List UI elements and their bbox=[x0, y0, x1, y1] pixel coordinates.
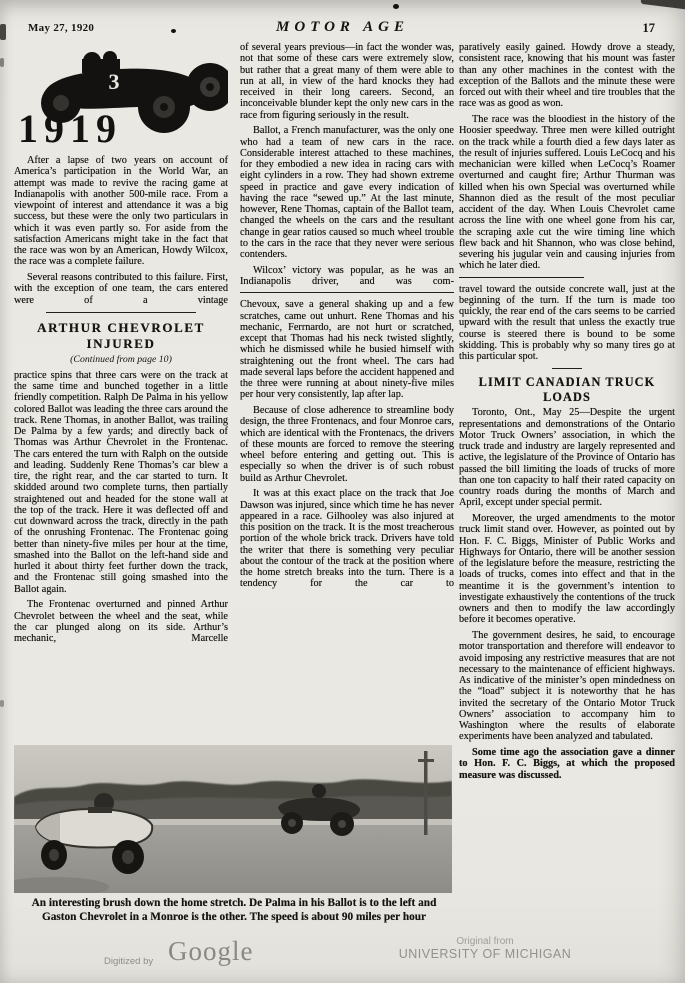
column-1 bbox=[14, 45, 228, 649]
column-3 bbox=[459, 42, 675, 785]
article-paragraph: Wilcox’ victory was popular, as he was an Indianapolis driver, and was com- bbox=[240, 264, 454, 287]
article-paragraph: After a lapse of two years on account of America’s participation in the World War, an attempt was made to revive the racing game at Indianapolis with another 500-mile race. From a viewpoint of interest and attendance it was a big success, but these were the only two particulars in which it was even partly so. For aside from the satisfaction Americans might take in the fact that the race was won by an American, Howdy Wilcox, the race was a complete failure. bbox=[14, 155, 228, 268]
scan-smudge bbox=[641, 0, 685, 10]
section-divider bbox=[46, 312, 196, 313]
magazine-title: MOTOR AGE bbox=[276, 19, 409, 35]
article-paragraph: Toronto, Ont., May 25—Despite the urgent representations and demonstrations of the Ontario Motor Truck Owners’ association, in which the truck trade and industry are largely represented and active, the legislature of the Province of Ontario has passed the bill limiting the loads of trucks of more than one ton capacity to half their rated capacity on country roads during the months of March and April, except under special permit. bbox=[459, 407, 675, 509]
scan-smudge bbox=[0, 700, 4, 707]
article-headline-arthur-chevrolet: ARTHUR CHEVROLET INJURED bbox=[37, 319, 205, 351]
article-paragraph: of several years previous—in fact the wonder was, not that some of these cars were extremely slow, but rather that a great many of them were able to run at all, in view of the hard knocks they had received in their long careers. Second, an inconceivable blunder kept the only new cars in the race from figuring seriously in the result. bbox=[240, 42, 454, 121]
page-number: 17 bbox=[642, 21, 655, 35]
article-paragraph: The race was the bloodiest in the history of the Hoosier speedway. Three men were killed outright on the track while a fourth died a few days later as the result of injuries suffered. Louis LeCocq and his mechanician were killed when LeCocq’s Roamer overturned and caught fire; Arthur Thurman was killed when his own Special was overturned while Shannon died as the result of the most peculiar accident of the day. When Louis Chevrolet came across the line with one wheel gone from his car, the scraping axle cut the wire timing line which flew back and hit Shannon, who was close behind, severing his jugular vein and causing injuries from which he later died. bbox=[459, 114, 675, 272]
article-paragraph: Ballot, a French manufacturer, was the only one who had a team of new cars in the race. Considerable interest attached to these machines, for they embodied a new idea in racing cars with eight cylinders in a row. They had shown extreme speed in practice and gave every indication of having the race “sewed up.” At the last minute, however, Rene Thomas, captain of the Ballot team, changed the wheels on the cars and the resultant change in gear ratios caused so much wheel trouble to the cars in the race that they never were serious contenders. bbox=[240, 125, 454, 260]
article-paragraph: Chevoux, save a general shaking up and a few scratches, came out unhurt. Rene Thomas and his mechanic, Ferrnardo, are not hurt or scratched, except that Thomas had his neck twisted slightly, which he dismissed while he busied himself with straightening out the front wheel. The cars had made several laps before the accident happened and the three were running at about ninety-five miles per hour very consistently, lap after lap. bbox=[240, 299, 454, 401]
article-paragraph: Because of close adherence to streamline body design, the three Frontenacs, and four Monroe cars, which are identical with the Frontenacs, the drivers of these mounts are forced to remove the steering wheel before entering and getting out. This is especially so when the driver is of such robust build as Arthur Chevrolet. bbox=[240, 405, 454, 484]
article-headline-truck-loads: LIMIT CANADIAN TRUCK LOADS bbox=[478, 375, 656, 405]
article-paragraph: Several reasons contributed to this failure. First, with the exception of one team, the cars entered were of a vintage bbox=[14, 272, 228, 306]
photo-caption: An interesting brush down the home stretch. De Palma in his Ballot is to the left and Gaston Chevrolet in a Monroe is the other. The speed is about 90 miles per hour bbox=[31, 897, 437, 923]
scan-smudge bbox=[0, 58, 4, 67]
issue-date: May 27, 1920 bbox=[28, 22, 95, 34]
original-from-label: Original from bbox=[456, 936, 514, 947]
section-divider bbox=[240, 292, 454, 293]
race-car-1919-illustration bbox=[14, 45, 228, 147]
race-photo bbox=[14, 745, 452, 893]
article-paragraph: Some time ago the association gave a dinner to Hon. F. C. Biggs, at which the proposed measure was discussed. bbox=[459, 747, 675, 781]
article-paragraph: Moreover, the urged amendments to the motor truck limit stand over. However, as pointed out by Hon. F. C. Biggs, Minister of Public Works and Highways for Ontario, there will be another session of the legislature before the measure, restricting the loads of trucks, comes into effect and that in the meantime it is the government’s intention to investigate exhaustively the contentions of the truck owners and then to modify the law accordingly before it becomes operative. bbox=[459, 513, 675, 626]
article-paragraph: practice spins that three cars were on the track at the same time and bunched together in a little friendly competition. Ralph De Palma in his yellow colored Ballot was leading the three cars around the track. Rene Thomas, in another Ballot, was trailing De Palma by a few yards; and directly back of Thomas was Arthur Chevrolet in the Frontenac. The cars entered the turn with Ralph on the outside and leading. Suddenly Rene Thomas’s car blew a tire, the right rear, and the car started to turn. It skidded around two complete turns, then partially straightened out and headed for the stone wall at the top of the track. Here it was deflected off and cut downward across the track, directly in the path of the onrushing Frontenac. The Frontenac going better than ninety-five miles per hour at the time, smashed into the Ballot on the left-hand side and hurled it about thirty feet further down the track, and the Frontenac still going smashed into the Ballot again. bbox=[14, 369, 228, 595]
svg-text:3: 3 bbox=[108, 69, 120, 94]
continued-from-note: (Continued from page 10) bbox=[70, 353, 172, 365]
section-divider bbox=[459, 277, 584, 278]
svg-text:1919: 1919 bbox=[18, 106, 122, 147]
ink-dot bbox=[393, 4, 399, 9]
article-paragraph: The government desires, he said, to encourage motor transportation and therefore will endeavor to avoid imposing any restrictive measures that are not necessary to the maintenance of efficient highways. As indicative of the minister’s open mindedness on the “load” subject it is noteworthy that he has invited the secretary of the Ontario Motor Truck Owners’ association to accompany him to Washington where the results of elaborate experiments have been analyzed and tabulated. bbox=[459, 630, 675, 743]
article-paragraph: paratively easily gained. Howdy drove a steady, consistent race, knowing that his mount was faster than any other machines in the contest with the exception of the Ballots and the minute these were forced out with their wheel and tire troubles that the race was as good as won. bbox=[459, 42, 675, 110]
section-divider-dash bbox=[552, 368, 582, 369]
article-paragraph: travel toward the outside concrete wall, just at the beginning of the turn. If the turn is made too quickly, the rear end of the cars seems to be carried upward with the result that unless the exactly true course is steered there is bound to be some skidding. This is probably why so many tires go at this particular spot. bbox=[459, 283, 675, 362]
article-paragraph: It was at this exact place on the track that Joe Dawson was injured, since which time he has never appeared in a race. Gilhooley was also injured at this position on the track. It is the most treacherous portion of the whole brick track. Drivers have told the writer that there is something very peculiar about the contour of the track at the position where the home stretch breaks into the turn. There is a tendency for the car to bbox=[240, 488, 454, 590]
article-paragraph: The Frontenac overturned and pinned Arthur Chevrolet between the wheel and the seat, while the car plunged along on its side. Arthur’s mechanic, Marcelle bbox=[14, 599, 228, 644]
google-logo: Google bbox=[168, 936, 254, 966]
institution-label: UNIVERSITY OF MICHIGAN bbox=[398, 947, 572, 961]
provenance-block bbox=[385, 936, 585, 961]
digitized-by-label: Digitized by bbox=[104, 956, 154, 967]
column-2 bbox=[240, 42, 454, 594]
